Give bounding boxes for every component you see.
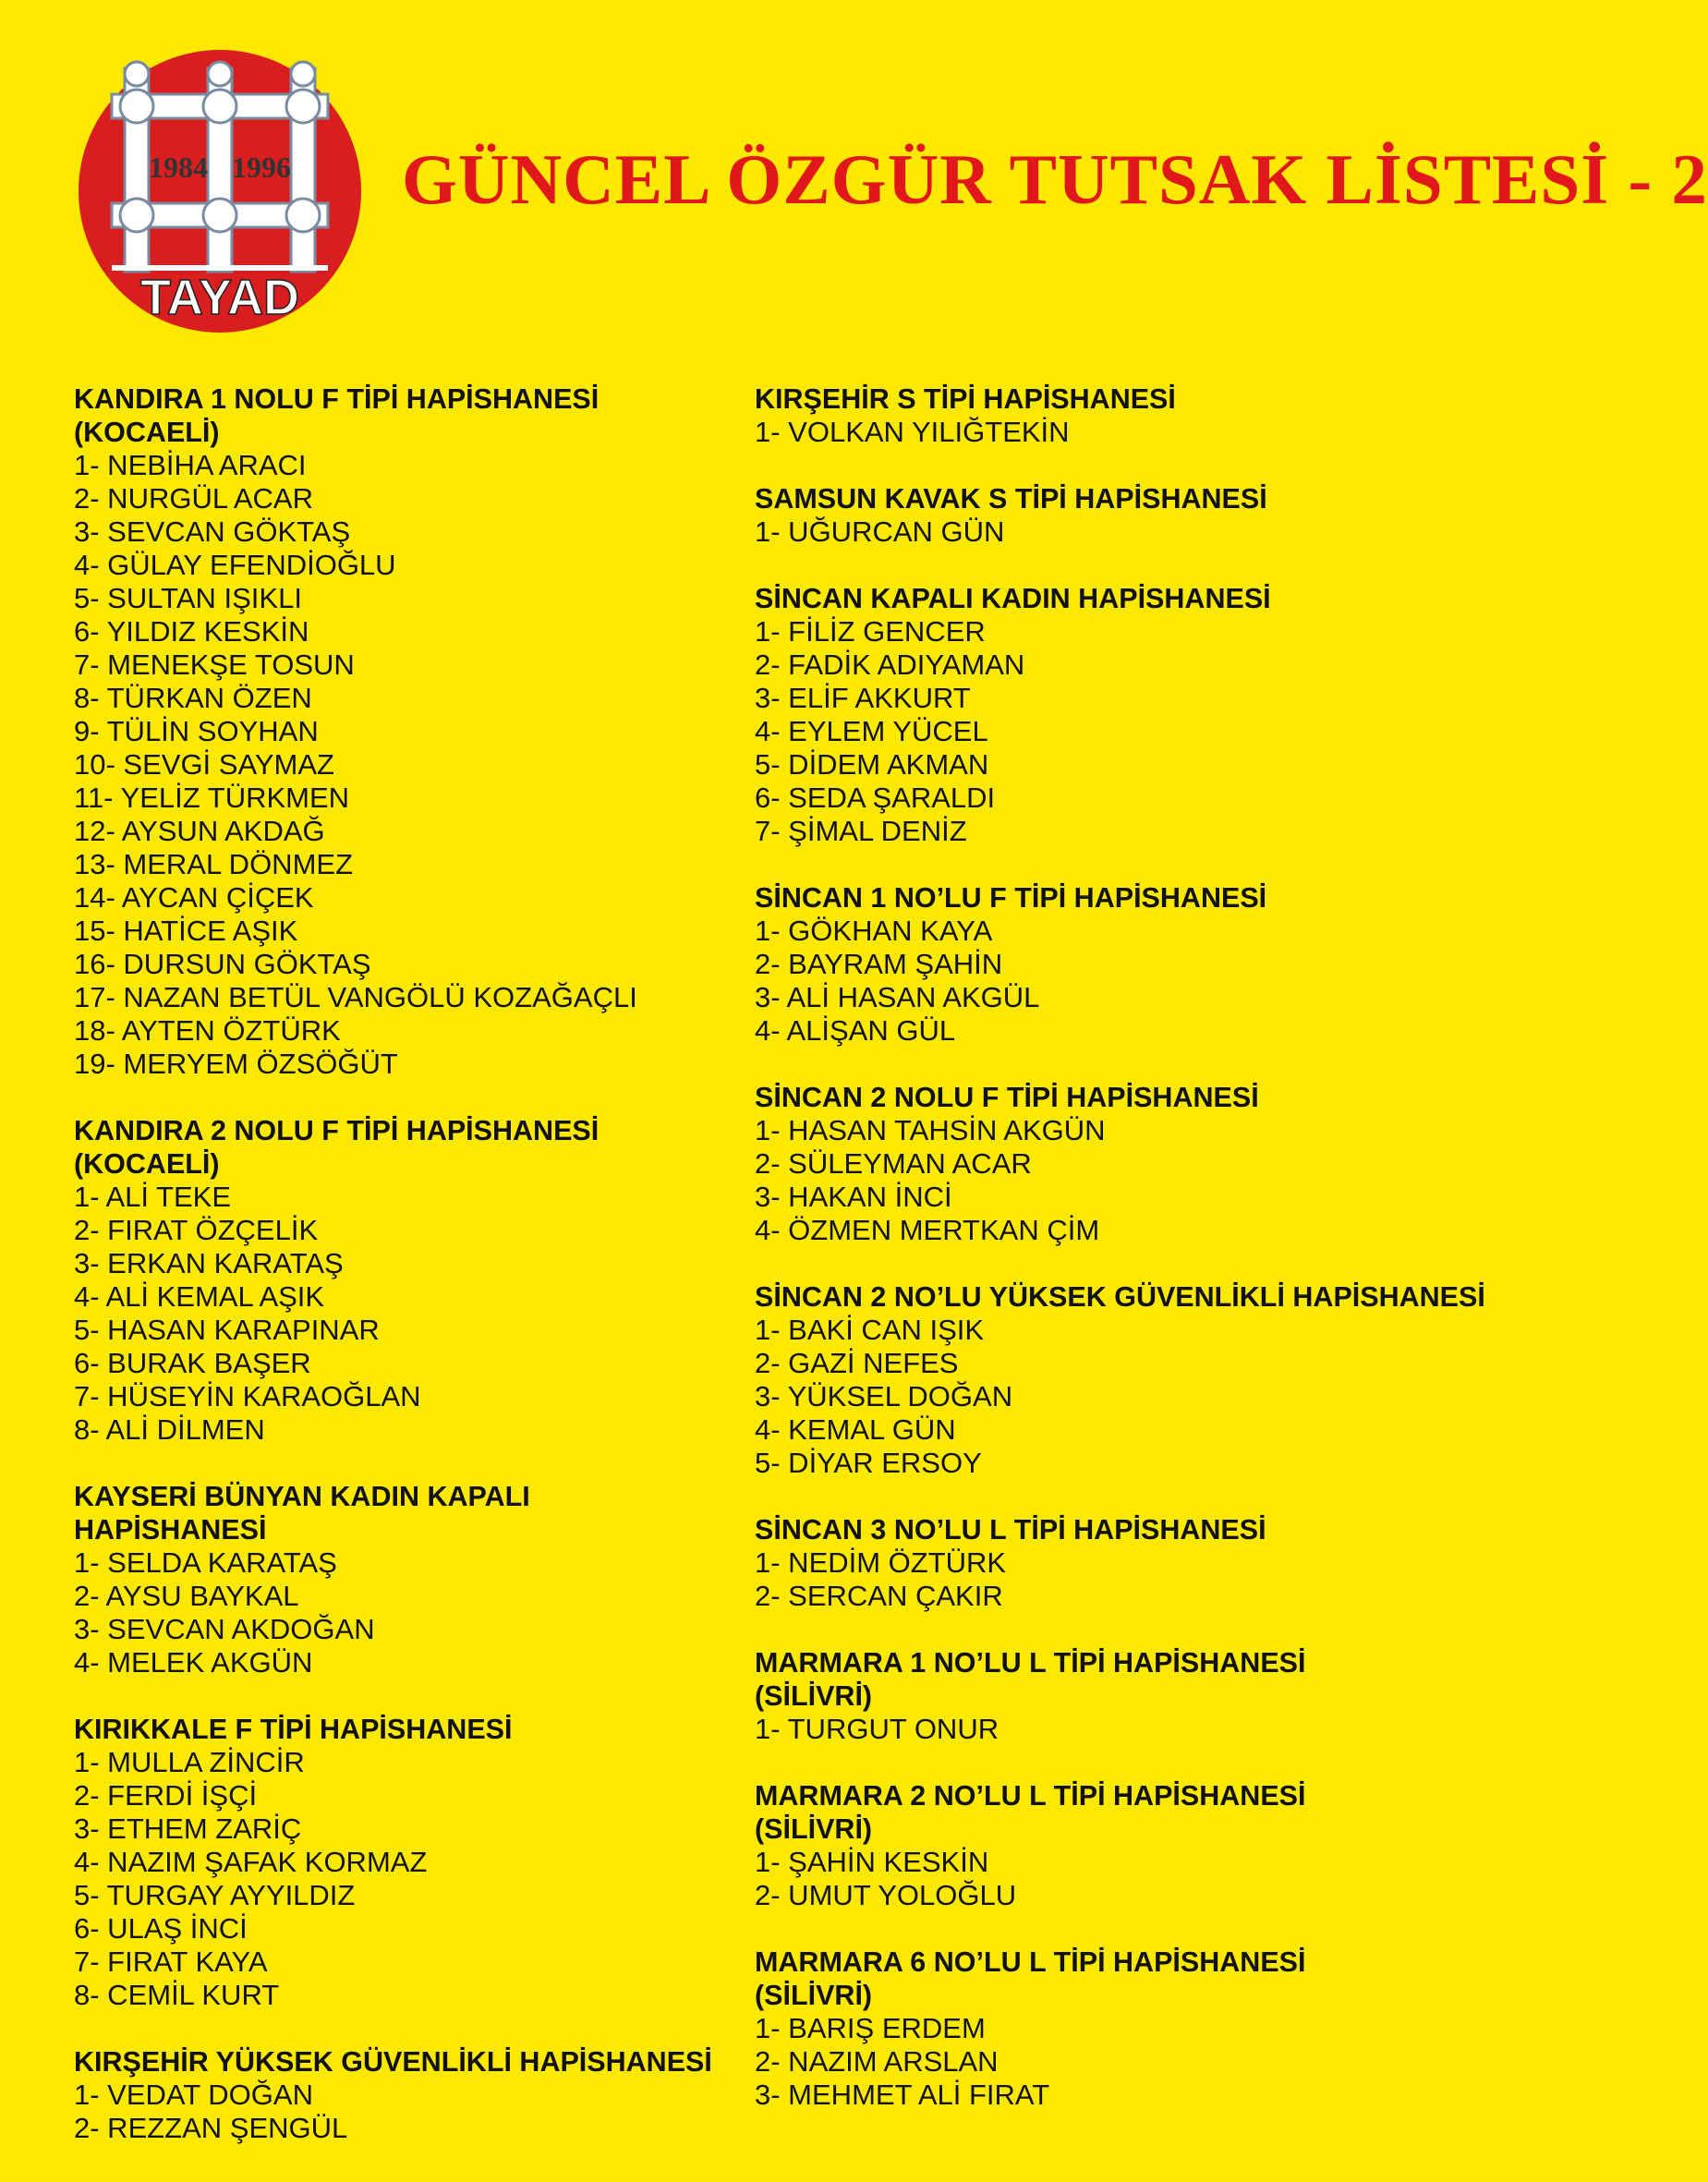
prisoner-list [74, 1181, 721, 1447]
prisoner-item: 18- AYTEN ÖZTÜRK [74, 1014, 341, 1047]
prisoner-item: 4- NAZIM ŞAFAK KORMAZ [74, 1846, 428, 1878]
prisoner-item: 14- AYCAN ÇİÇEK [74, 881, 314, 914]
prison-name: SİNCAN 2 NO’LU YÜKSEK GÜVENLİKLİ HAPİSHANESİ [755, 1281, 1485, 1313]
prison-section [755, 382, 1521, 449]
prisoner-item: 10- SEVGİ SAYMAZ [74, 748, 334, 781]
prisoner-item: 2- FADİK ADIYAMAN [755, 649, 1025, 681]
prisoner-list [74, 2079, 721, 2145]
prisoner-item: 4- EYLEM YÜCEL [755, 715, 988, 747]
prison-name: SİNCAN 2 NOLU F TİPİ HAPİSHANESİ [755, 1082, 1259, 1113]
prison-heading [74, 1713, 721, 1746]
left-column [74, 382, 721, 2178]
prisoner-item: 3- SEVCAN AKDOĞAN [74, 1613, 375, 1645]
prisoner-item: 5- HASAN KARAPINAR [74, 1314, 380, 1346]
prison-name: KANDIRA 1 NOLU F TİPİ HAPİSHANESİ [74, 383, 600, 415]
prisoner-item: 1- BARIŞ ERDEM [755, 2012, 986, 2044]
prison-heading [755, 1779, 1521, 1846]
prisoner-item: 8- CEMİL KURT [74, 1979, 280, 2011]
prisoner-list [755, 1114, 1521, 1247]
prisoner-list [755, 2012, 1521, 2112]
page-title: GÜNCEL ÖZGÜR TUTSAK LİSTESİ - 2 [402, 139, 1708, 219]
prison-section [755, 482, 1521, 549]
prisoner-item: 1- ŞAHİN KESKİN [755, 1846, 989, 1878]
prisoner-item: 7- MENEKŞE TOSUN [74, 649, 355, 681]
prisoner-item: 1- FİLİZ GENCER [755, 615, 986, 648]
prison-name: KANDIRA 2 NOLU F TİPİ HAPİSHANESİ [74, 1115, 600, 1146]
prisoner-item: 6- ULAŞ İNCİ [74, 1912, 248, 1945]
prisoner-item: 3- MEHMET ALİ FIRAT [755, 2079, 1050, 2111]
prison-section [74, 1713, 721, 2012]
prison-section [755, 1779, 1521, 1912]
prisoner-list [74, 1746, 721, 2012]
prisoner-item: 4- ÖZMEN MERTKAN ÇİM [755, 1214, 1100, 1246]
prisoner-item: 19- MERYEM ÖZSÖĞÜT [74, 1048, 398, 1080]
prisoner-item: 9- TÜLİN SOYHAN [74, 715, 319, 747]
prison-section [755, 881, 1521, 1048]
prison-name: MARMARA 1 NO’LU L TİPİ HAPİSHANESİ [755, 1647, 1306, 1679]
prison-heading [74, 2045, 721, 2079]
prison-section [74, 2045, 721, 2145]
prison-heading [74, 1114, 721, 1181]
prisoner-item: 7- HÜSEYİN KARAOĞLAN [74, 1380, 421, 1412]
prison-name: KIRŞEHİR YÜKSEK GÜVENLİKLİ HAPİSHANESİ [74, 2046, 712, 2078]
prisoner-item: 5- SULTAN IŞIKLI [74, 582, 302, 614]
logo-prison-bars-icon [112, 62, 328, 272]
prisoner-list [755, 1713, 1521, 1746]
prisoner-item: 2- NAZIM ARSLAN [755, 2045, 999, 2078]
prisoner-item: 5- TURGAY AYYILDIZ [74, 1879, 356, 1911]
prisoner-item: 11- YELİZ TÜRKMEN [74, 782, 350, 814]
prisoner-item: 8- TÜRKAN ÖZEN [74, 682, 312, 714]
prison-heading [755, 582, 1521, 615]
prisoner-item: 7- FIRAT KAYA [74, 1946, 268, 1978]
prison-section [755, 582, 1521, 848]
prison-name: MARMARA 6 NO’LU L TİPİ HAPİSHANESİ [755, 1946, 1306, 1978]
prison-section [74, 1114, 721, 1447]
prisoner-item: 1- UĞURCAN GÜN [755, 515, 1005, 548]
prisoner-list [755, 915, 1521, 1048]
prison-name: SİNCAN KAPALI KADIN HAPİSHANESİ [755, 583, 1271, 614]
prisoner-item: 1- VEDAT DOĞAN [74, 2079, 313, 2111]
prisoner-item: 2- FIRAT ÖZÇELİK [74, 1214, 319, 1246]
logo-year-right: 1996 [232, 151, 291, 184]
prisoner-item: 8- ALİ DİLMEN [74, 1413, 265, 1446]
prisoner-list [755, 1846, 1521, 1912]
prisoner-item: 3- ERKAN KARATAŞ [74, 1247, 344, 1279]
prisoner-item: 2- UMUT YOLOĞLU [755, 1879, 1017, 1911]
prison-section [74, 1480, 721, 1679]
prisoner-item: 1- ALİ TEKE [74, 1181, 232, 1213]
prisoner-item: 2- SÜLEYMAN ACAR [755, 1147, 1032, 1180]
prisoner-item: 4- ALİŞAN GÜL [755, 1014, 956, 1047]
prisoner-list [755, 1546, 1521, 1613]
prison-name: KIRŞEHİR S TİPİ HAPİSHANESİ [755, 383, 1176, 415]
prison-heading [755, 1946, 1521, 2012]
prisoner-item: 3- ETHEM ZARİÇ [74, 1812, 302, 1845]
prisoner-item: 2- NURGÜL ACAR [74, 482, 313, 515]
prison-heading [755, 1513, 1521, 1546]
logo-year-left: 1984 [149, 151, 208, 184]
prisoner-item: 3- SEVCAN GÖKTAŞ [74, 515, 351, 548]
prison-location: (KOCAELİ) [74, 1148, 220, 1180]
prisoner-item: 2- GAZİ NEFES [755, 1347, 959, 1379]
prisoner-item: 2- REZZAN ŞENGÜL [74, 2112, 348, 2144]
prison-name: KAYSERİ BÜNYAN KADIN KAPALI HAPİSHANESİ [74, 1481, 530, 1546]
prison-heading [755, 881, 1521, 915]
prisoner-item: 3- HAKAN İNCİ [755, 1181, 952, 1213]
prisoner-list [74, 449, 721, 1081]
prisoner-item: 3- ALİ HASAN AKGÜL [755, 981, 1040, 1013]
prisoner-item: 1- NEBİHA ARACI [74, 449, 307, 481]
prisoner-list [755, 1314, 1521, 1480]
prison-section [755, 1646, 1521, 1746]
prison-heading [74, 382, 721, 449]
prison-heading [74, 1480, 721, 1546]
prisoner-item: 1- GÖKHAN KAYA [755, 915, 993, 947]
prisoner-item: 15- HATİCE AŞIK [74, 915, 298, 947]
prison-section [755, 1946, 1521, 2112]
prisoner-item: 1- TURGUT ONUR [755, 1713, 999, 1745]
prisoner-item: 4- MELEK AKGÜN [74, 1646, 313, 1679]
right-column [755, 382, 1521, 2145]
prisoner-item: 6- YILDIZ KESKİN [74, 615, 309, 648]
prisoner-item: 1- BAKİ CAN IŞIK [755, 1314, 985, 1346]
prisoner-item: 5- DİDEM AKMAN [755, 748, 989, 781]
prisoner-item: 2- AYSU BAYKAL [74, 1580, 299, 1612]
prisoner-item: 1- NEDİM ÖZTÜRK [755, 1546, 1007, 1579]
prisoner-item: 1- SELDA KARATAŞ [74, 1546, 337, 1579]
prison-section [74, 382, 721, 1081]
prison-heading [755, 382, 1521, 416]
prisoner-item: 6- SEDA ŞARALDI [755, 782, 996, 814]
prison-name: SAMSUN KAVAK S TİPİ HAPİSHANESİ [755, 483, 1267, 515]
prisoner-item: 5- DİYAR ERSOY [755, 1447, 982, 1479]
prisoner-list [755, 615, 1521, 848]
prisoner-list [755, 416, 1521, 449]
prison-location: (SİLİVRİ) [755, 1813, 873, 1845]
prison-section [755, 1280, 1521, 1480]
prisoner-item: 7- ŞİMAL DENİZ [755, 815, 967, 847]
prisoner-list [755, 515, 1521, 549]
prison-heading [755, 1646, 1521, 1713]
prisoner-item: 17- NAZAN BETÜL VANGÖLÜ KOZAĞAÇLI [74, 981, 637, 1013]
prisoner-item: 6- BURAK BAŞER [74, 1347, 311, 1379]
prison-name: SİNCAN 1 NO’LU F TİPİ HAPİSHANESİ [755, 882, 1267, 914]
prisoner-item: 16- DURSUN GÖKTAŞ [74, 948, 371, 980]
prisoner-item: 1- HASAN TAHSİN AKGÜN [755, 1114, 1106, 1146]
prison-location: (KOCAELİ) [74, 417, 220, 448]
tayad-logo [77, 48, 363, 334]
prison-location: (SİLİVRİ) [755, 1980, 873, 2011]
prisoner-item: 4- ALİ KEMAL AŞIK [74, 1280, 325, 1313]
prisoner-item: 2- BAYRAM ŞAHİN [755, 948, 1003, 980]
prison-name: KIRIKKALE F TİPİ HAPİSHANESİ [74, 1714, 513, 1745]
prisoner-item: 1- VOLKAN YILIĞTEKİN [755, 416, 1070, 448]
prison-heading [755, 1081, 1521, 1114]
prison-section [755, 1513, 1521, 1613]
prisoner-item: 12- AYSUN AKDAĞ [74, 815, 325, 847]
prison-heading [755, 482, 1521, 515]
prisoner-item: 3- YÜKSEL DOĞAN [755, 1380, 1013, 1412]
prison-name: SİNCAN 3 NO’LU L TİPİ HAPİSHANESİ [755, 1514, 1266, 1546]
prisoner-item: 4- KEMAL GÜN [755, 1413, 956, 1446]
prisoner-item: 13- MERAL DÖNMEZ [74, 848, 354, 880]
prison-section [755, 1081, 1521, 1247]
prisoner-item: 1- MULLA ZİNCİR [74, 1746, 305, 1778]
prisoner-item: 2- SERCAN ÇAKIR [755, 1580, 1003, 1612]
prisoner-item: 4- GÜLAY EFENDİOĞLU [74, 549, 396, 581]
prison-location: (SİLİVRİ) [755, 1680, 873, 1712]
prisoner-item: 2- FERDİ İŞÇİ [74, 1779, 258, 1812]
prison-name: MARMARA 2 NO’LU L TİPİ HAPİSHANESİ [755, 1780, 1306, 1812]
logo-name: TAYAD [139, 270, 300, 325]
prisoner-list [74, 1546, 721, 1679]
prison-heading [755, 1280, 1521, 1314]
prisoner-item: 3- ELİF AKKURT [755, 682, 971, 714]
